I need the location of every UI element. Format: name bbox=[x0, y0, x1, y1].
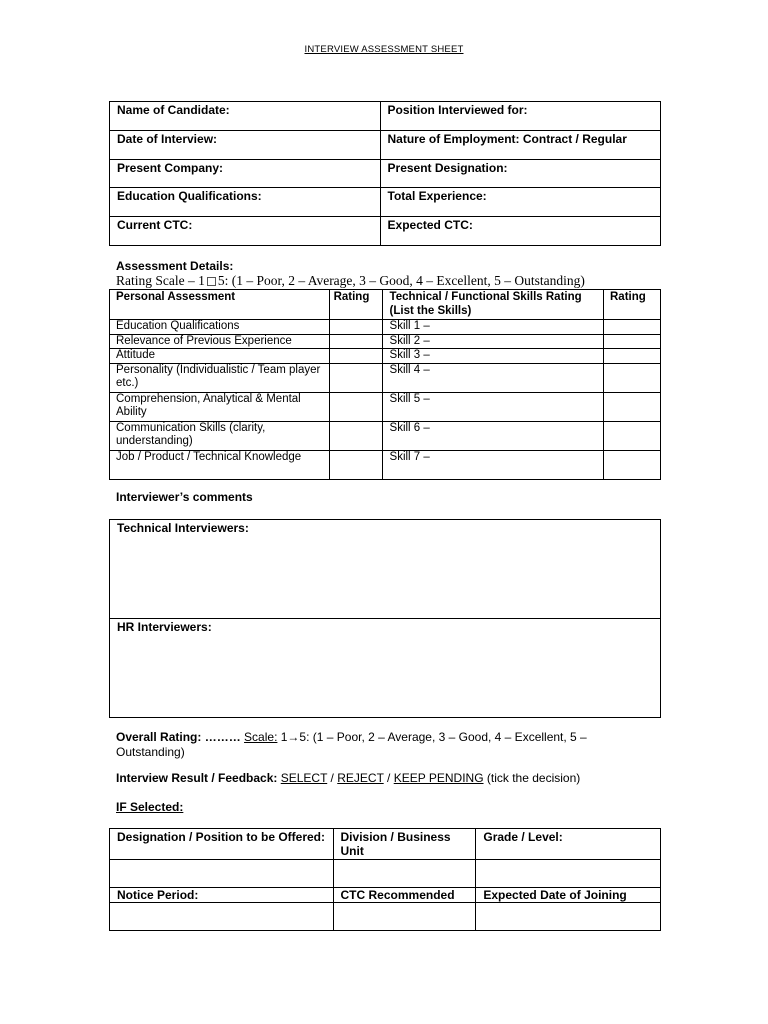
skill-rating-cell[interactable] bbox=[604, 363, 661, 392]
interview-result bbox=[116, 771, 580, 785]
result-label: Interview Result / Feedback: bbox=[116, 771, 278, 785]
personal-item: Personality (Individualistic / Team player etc.) bbox=[110, 363, 330, 392]
skill-item[interactable]: Skill 2 – bbox=[382, 334, 603, 349]
personal-item: Attitude bbox=[110, 349, 330, 364]
skill-rating-cell[interactable] bbox=[604, 421, 661, 450]
division-input[interactable] bbox=[333, 860, 476, 888]
technical-interviewers-field[interactable]: Technical Interviewers: bbox=[110, 520, 661, 619]
name-of-candidate-field[interactable]: Name of Candidate: bbox=[110, 102, 381, 131]
personal-item: Job / Product / Technical Knowledge bbox=[110, 450, 330, 479]
reject-option[interactable]: REJECT bbox=[337, 771, 384, 785]
rating-cell[interactable] bbox=[329, 392, 382, 421]
selection-table bbox=[109, 828, 661, 931]
personal-item: Relevance of Previous Experience bbox=[110, 334, 330, 349]
grade-input[interactable] bbox=[476, 860, 661, 888]
separator: / bbox=[387, 771, 391, 785]
skill-rating-cell[interactable] bbox=[604, 349, 661, 364]
skill-rating-cell[interactable] bbox=[604, 334, 661, 349]
overall-rating-dots[interactable]: ……… bbox=[204, 730, 241, 744]
comments-heading: Interviewer’s comments bbox=[116, 490, 253, 504]
designation-input[interactable] bbox=[110, 860, 334, 888]
overall-rating bbox=[116, 730, 636, 759]
separator: / bbox=[330, 771, 334, 785]
rating-cell[interactable] bbox=[329, 363, 382, 392]
rating-cell[interactable] bbox=[329, 320, 382, 335]
skill-item[interactable]: Skill 4 – bbox=[382, 363, 603, 392]
skill-item[interactable]: Skill 6 – bbox=[382, 421, 603, 450]
candidate-info-table bbox=[109, 101, 661, 246]
rating-cell[interactable] bbox=[329, 334, 382, 349]
personal-item: Communication Skills (clarity, understanding) bbox=[110, 421, 330, 450]
overall-rating-label: Overall Rating: bbox=[116, 730, 202, 744]
expected-ctc-field[interactable]: Expected CTC: bbox=[380, 217, 660, 246]
select-option[interactable]: SELECT bbox=[280, 771, 328, 785]
expected-joining-input[interactable] bbox=[476, 903, 661, 931]
comments-table bbox=[109, 519, 661, 718]
page-title: INTERVIEW ASSESSMENT SHEET bbox=[304, 44, 464, 55]
date-of-interview-field[interactable]: Date of Interview: bbox=[110, 131, 381, 160]
skill-item[interactable]: Skill 7 – bbox=[382, 450, 603, 479]
assessment-table bbox=[109, 289, 661, 480]
skill-item[interactable]: Skill 1 – bbox=[382, 320, 603, 335]
designation-header: Designation / Position to be Offered: bbox=[110, 829, 334, 860]
expected-joining-header: Expected Date of Joining bbox=[476, 888, 661, 903]
scale-label: Scale: bbox=[244, 730, 278, 744]
rating-header: Rating bbox=[329, 290, 382, 320]
keep-pending-option[interactable]: KEEP PENDING bbox=[393, 771, 484, 785]
present-designation-field[interactable]: Present Designation: bbox=[380, 160, 660, 188]
skill-item[interactable]: Skill 3 – bbox=[382, 349, 603, 364]
notice-period-header: Notice Period: bbox=[110, 888, 334, 903]
division-header: Division / Business Unit bbox=[333, 829, 476, 860]
rating-scale-text: 5: (1 – Poor, 2 – Average, 3 – Good, 4 – Excellent, 5 – Outstanding) bbox=[217, 273, 585, 288]
overall-scale-text: 1→5: (1 – Poor, 2 – Average, 3 – Good, 4 – Excellent, 5 – Outstanding) bbox=[116, 730, 587, 759]
skill-item[interactable]: Skill 5 – bbox=[382, 392, 603, 421]
skill-rating-cell[interactable] bbox=[604, 450, 661, 479]
grade-header: Grade / Level: bbox=[476, 829, 661, 860]
skill-rating-cell[interactable] bbox=[604, 392, 661, 421]
rating-scale-prefix: Rating Scale – 1 bbox=[116, 273, 205, 288]
personal-assessment-header: Personal Assessment bbox=[110, 290, 330, 320]
position-field[interactable]: Position Interviewed for: bbox=[380, 102, 660, 131]
rating-scale bbox=[116, 273, 585, 289]
rating-cell[interactable] bbox=[329, 421, 382, 450]
rating-cell[interactable] bbox=[329, 450, 382, 479]
personal-item: Comprehension, Analytical & Mental Ability bbox=[110, 392, 330, 421]
personal-item: Education Qualifications bbox=[110, 320, 330, 335]
skill-rating-cell[interactable] bbox=[604, 320, 661, 335]
result-note: (tick the decision) bbox=[486, 771, 581, 785]
education-qualifications-field[interactable]: Education Qualifications: bbox=[110, 188, 381, 217]
if-selected-heading: IF Selected: bbox=[116, 800, 184, 814]
ctc-recommended-header: CTC Recommended bbox=[333, 888, 476, 903]
present-company-field[interactable]: Present Company: bbox=[110, 160, 381, 188]
nature-of-employment-field[interactable]: Nature of Employment: Contract / Regular bbox=[380, 131, 660, 160]
total-experience-field[interactable]: Total Experience: bbox=[380, 188, 660, 217]
current-ctc-field[interactable]: Current CTC: bbox=[110, 217, 381, 246]
rating-cell[interactable] bbox=[329, 349, 382, 364]
ctc-recommended-input[interactable] bbox=[333, 903, 476, 931]
rating-header-2: Rating bbox=[604, 290, 661, 320]
arrow-box-icon bbox=[207, 277, 216, 286]
hr-interviewers-field[interactable]: HR Interviewers: bbox=[110, 619, 661, 718]
notice-period-input[interactable] bbox=[110, 903, 334, 931]
assessment-heading: Assessment Details: bbox=[116, 259, 234, 273]
technical-skills-header: Technical / Functional Skills Rating (List the Skills) bbox=[382, 290, 603, 320]
